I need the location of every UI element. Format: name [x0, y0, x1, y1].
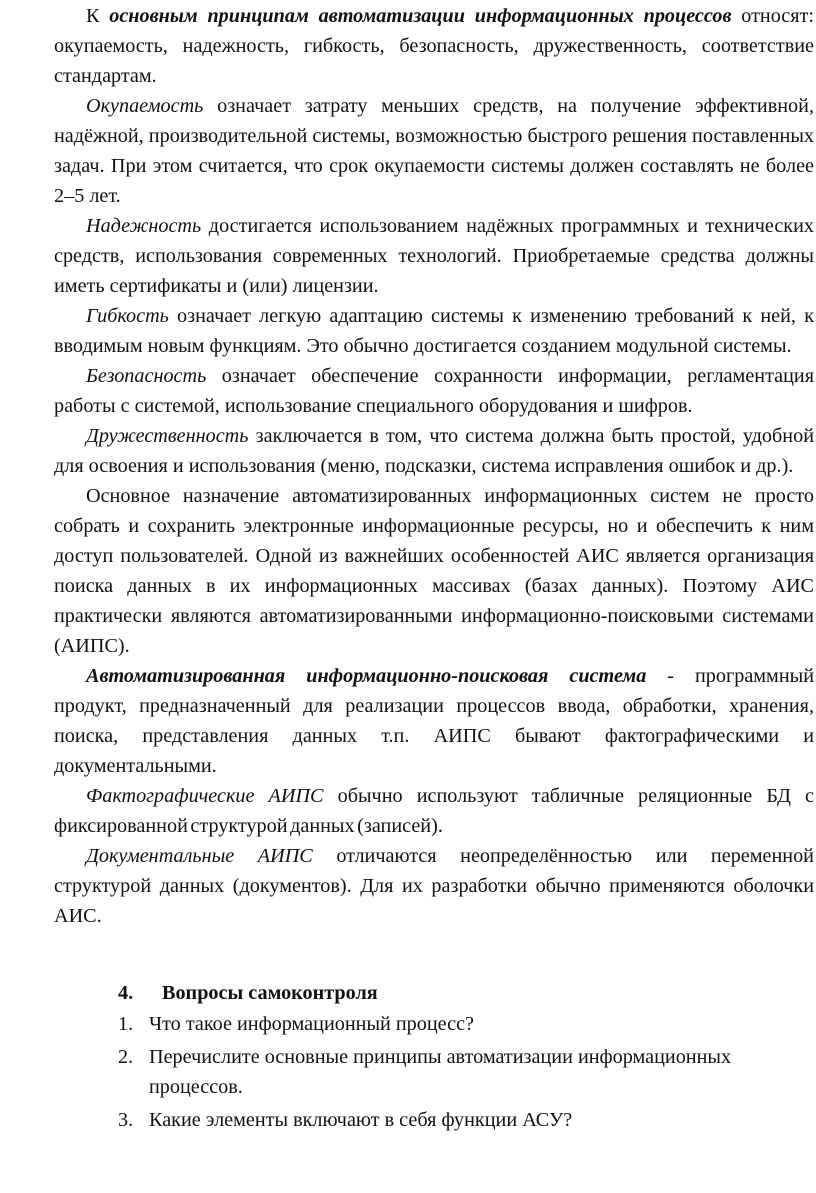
paragraph-security: [54, 361, 814, 421]
section-number: 4.: [118, 982, 134, 1004]
list-item-text: Что такое информационный процесс?: [149, 1013, 475, 1035]
term-friendliness: Дружественность: [86, 425, 249, 447]
paragraph-text: означает затрату меньших средств, на получение эффективной, надёжной, производительной системы, возможностью быстрого решения поставленных задач. При этом считается, что срок окупаемости системы должен составлять не более 2–5 лет.: [54, 95, 814, 207]
paragraph-text: достигается использованием надёжных программных и технических средств, использования современных технологий. Приобретаемые средства должны иметь сертификаты и (или) лицензии.: [54, 215, 814, 297]
term-factographic: Фактографические АИПС: [86, 785, 324, 807]
list-item-number: 2.: [118, 1046, 134, 1068]
section-title: Вопросы самоконтроля: [162, 982, 378, 1004]
list-item-number: 1.: [118, 1013, 134, 1035]
term-security: Безопасность: [86, 365, 207, 387]
paragraph-factographic: [54, 781, 814, 841]
paragraph-principles: [54, 1, 814, 91]
document-page: [54, 0, 814, 1138]
list-item-number: 3.: [118, 1109, 134, 1131]
paragraph-text: означает легкую адаптацию системы к изменению требований к ней, к вводимым новым функциям. Это обычно достигается созданием модульной системы.: [54, 305, 814, 357]
paragraph-lead: К: [86, 5, 110, 27]
term-principles: основным принципам автоматизации информационных процессов: [109, 5, 732, 27]
term-payback: Окупаемость: [86, 95, 204, 117]
paragraph-text: означает обеспечение сохранности информации, регламентация работы с системой, использование специального оборудования и шифров.: [54, 365, 814, 417]
list-item-text: Какие элементы включают в себя функции АСУ?: [149, 1109, 573, 1131]
term-documentary: Документальные АИПС: [86, 845, 313, 867]
paragraph-reliability: [54, 211, 814, 301]
term-reliability: Надежность: [86, 215, 202, 237]
term-flexibility: Гибкость: [86, 305, 169, 327]
list-item: [54, 1042, 814, 1102]
paragraph-text: обычно используют табличные реляционные БД с фиксированной структурой данных (записей).: [54, 785, 815, 837]
paragraph-friendliness: [54, 421, 814, 481]
term-aips: Автоматизированная информационно-поисковая система: [86, 665, 647, 687]
paragraph-text: отличаются неопределённостью или переменной структурой данных (документов). Для их разработки обычно применяются оболочки АИС.: [54, 845, 814, 927]
list-item: [54, 1009, 814, 1039]
paragraph-documentary: [54, 841, 814, 931]
list-item: [54, 1105, 814, 1135]
paragraph-aips: [54, 661, 814, 781]
paragraph-purpose: [54, 481, 814, 661]
section-heading: [54, 978, 814, 1008]
paragraph-flexibility: [54, 301, 814, 361]
paragraph-payback: [54, 91, 814, 211]
paragraph-text: - программный продукт, предназначенный для реализации процессов ввода, обработки, хранения, поиска, представления данных т.п. АИПС бывают фактографическими и документальными.: [54, 665, 814, 777]
paragraph-text: заключается в том, что система должна быть простой, удобной для освоения и использования (меню, подсказки, система исправления ошибок и др.).: [54, 425, 814, 477]
paragraph-text: Основное назначение автоматизированных информационных систем не просто собрать и сохранить электронные информационные ресурсы, но и обеспечить к ним доступ пользователей. Одной из важнейших особенностей АИС является организация поиска данных в их информационных массивах (базах данных). Поэтому АИС практически являются автоматизированными информационно-поисковыми системами (АИПС).: [54, 485, 814, 657]
list-item-text: Перечислите основные принципы автоматизации информационных процессов.: [149, 1046, 732, 1098]
questions-list: [54, 1009, 814, 1135]
paragraph-text: относят: окупаемость, надежность, гибкость, безопасность, дружественность, соответствие стандартам.: [54, 5, 814, 87]
